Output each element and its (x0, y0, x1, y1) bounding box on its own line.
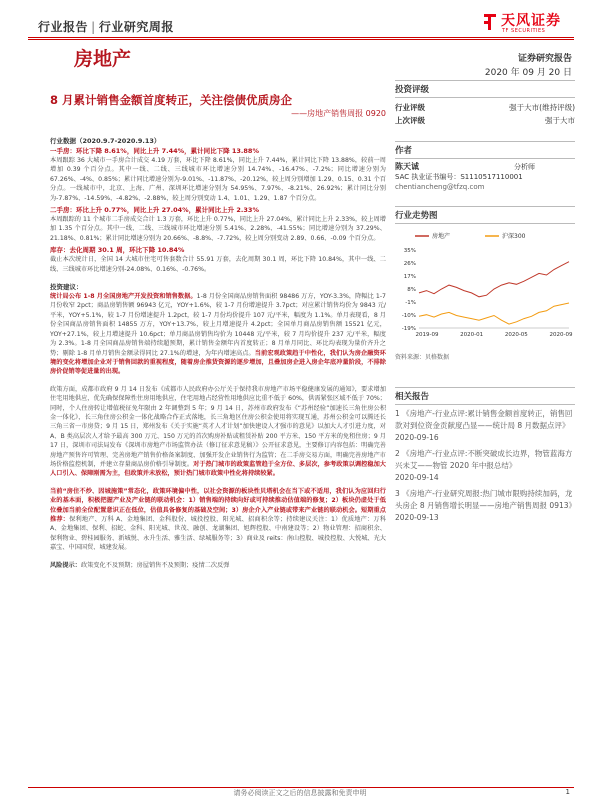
trend-chart-svg (395, 228, 575, 348)
advice-lead: 统计局公布 1-8 月全国房地产开发投资和销售数据。 (50, 293, 197, 301)
x-tick-label: 2020-09 (549, 332, 573, 338)
related-reports-list (395, 408, 575, 524)
y-tick-label: 35% (403, 248, 416, 254)
series-line-房地产 (419, 262, 569, 297)
legend-label: 房地产 (432, 233, 451, 240)
section-heading-inventory: 库存：去化周期 30.1 周，环比下降 10.84% (50, 246, 185, 255)
related-section-title: 相关报告 (395, 387, 575, 405)
sector-title: 房地产 (74, 48, 132, 70)
analyst-email[interactable]: chentiancheng@tfzq.com (395, 183, 485, 191)
section-heading-new-home: 一手房：环比下降 8.61%，同比上升 7.44%，累计同比下降 13.88% (50, 147, 259, 155)
x-tick-label: 2020-01 (460, 332, 484, 338)
analyst-block (395, 162, 575, 192)
y-tick-label: -10% (401, 313, 416, 319)
header-divider-2 (28, 39, 574, 40)
related-report-date: 2020-09-14 (395, 473, 439, 482)
rating-section-title: 投资评级 (395, 80, 575, 98)
analyst-name-row (395, 162, 575, 172)
section-heading-data: 行业数据（2020.9.7-2020.9.13） (50, 137, 161, 145)
logo-mark-icon (482, 12, 498, 32)
prev-rating-label: 上次评级 (395, 116, 425, 125)
page-header (28, 10, 572, 36)
rating-value: 强于大市(维持评级) (509, 103, 575, 112)
y-tick-label: -19% (401, 326, 416, 332)
header-divider (28, 37, 574, 38)
author-section-title: 作者 (395, 141, 575, 159)
related-report-item[interactable] (395, 448, 575, 484)
main-content (50, 92, 386, 572)
policy-body: 政策方面，成都市政府 9 月 14 日发布《成都市人民政府办公厅关于保持我市房地产市场平稳健康发展的通知》，要求增加住宅用地供应，优先确保保障性住房用地供应，住宅用地占经营性用地供应比重不低于 60%，供需紧张区域不低于 70%；同时，个人住房转让增值税征免年限由 2 年调整到 5 年；9 月 14 日，苏州市政府发布《“苏州经验”加速长三角住房公积金一体化》，长三角住房公积金一体化战略合作正式落地，长三角地区住房公积金使用将实现互通，苏州公积金可以腾还长三角三省一市房贷；9 月 15 日，郑州发布《关于实施“英才人才计划”加快建设人才强市的意见》以加大人才引进力度，对 A、B 类高层次人才给予最高 300 万元、150 万元的首次购房补贴或租赁补贴 200 平方米、150 平方米的免租住房；9 月 17 日，深圳市司法局发布《深圳市房地产市场监管办法（修订征求意见稿）》公开征求意见，主要修订内容包括：明确完善房地产预售许可管理、完善房地产销售价格备案制度、加强开发企业销售行为监管；在二手房交易方面，明确完善房地产市场价格监控机制，并建立存量商品房价格引导制度。 (50, 385, 386, 468)
advice-body: 1-8 月份全国商品房销售面积 98486 万方，YOY-3.3%，降幅比 1-7 月份收窄 2pct；商品房销售额 96943 亿元，YOY+1.6%，较 1-7 月份增速提升 3.7pct；对应累计销售均价为 9843 元/平米，YOY+5.1%，较 1-7 月份增速提升 1.2pct，较 1-7 月份均价提升 107 元/平米，幅度为 1.1%。单月表现看，8 月份全国商品房销售面积 14855 万方，YOY+13.7%，较上月增速提升 4.2pct；全国单月商品房销售额 15521 亿元，YOY+27.1%，较上月增速提升 10.6pct；单月商品房销售均价为 10448 元/平米，较 7 月均价提升 237 元/平米，幅度为 2.3%。1-8 月全国商品房销售端持续超预期，累计销售金额年内首度转正；8 月单月同比、环比均表现为量价齐升之势；剔除 1-8 月单月销售金额录得同比 27.1%的增速，为年内增速高点。 (50, 293, 386, 357)
related-report-title[interactable]: 2 《房地产-行业点评:不断突破成长边界，物管蓝海方兴未艾——物管 2020 年中报总结》 (395, 449, 573, 470)
section-heading-advice: 投资建议： (50, 283, 83, 292)
category-separator: | (91, 20, 96, 34)
related-report-title[interactable]: 3 《房地产-行业研究周报:热门城市限购持续加码，龙头房企 8 月销售增长明显——房地产销售周报 0913》 (395, 489, 577, 510)
paragraph-risk (50, 561, 386, 570)
report-title: 8 月累计销售金额首度转正，关注偿债优质房企 (50, 93, 293, 107)
analyst-name: 陈天诚 (395, 162, 419, 171)
related-report-title[interactable]: 1 《房地产-行业点评:累计销售金额首度转正，销售回款对到位资金贡献度凸显——统计局 8 月数据点评》 (395, 409, 573, 430)
footer-disclaimer: 请务必阅读正文之后的信息披露和免责申明 (233, 789, 367, 797)
paragraph-second-hand: 本周跟踪的 11 个城市二手房成交合计 1.3 万套，环比上升 0.77%，同比上升 27.04%，累计同比上升 2.33%，较上周增加 1.35 个百分点。其中一线、二线、三线城市环比增速分别 5.41%、2.28%、-41.55%；同比增速分别为 37.29%、21.18%、0.81%；累计同比增速分别为 20.66%、-8.8%、-7.72%，较上周分别变动 2.89、0.66、-0.09 个百分点。 (50, 216, 386, 242)
category-label: 行业报告 (38, 20, 89, 34)
logo-chinese-text: 天风证券 (501, 13, 561, 29)
analyst-cert: SAC 执业证书编号：S1110517110001 (395, 173, 523, 181)
paragraph-inventory: 截止本次统计日，全国 14 大城市住宅可售套数合计 55.91 万套，去化周期 30.1 周，环比下降 10.84%，其中一线、二线、三线城市环比增速分别-24.08%、0.16%、-0.76%。 (50, 256, 386, 273)
recommendation-body: 保利地产、万科 A、金地集团、金科股份、城投控股、阳光城、招商积余等；持续建议关注：1）优质地产：万科 A、金地集团、保利、招蛇、金科、阳光城、世茂、融创、龙湖集团、旭辉控股、中南建设等；2）物业管理：招商积余、保利物业、碧桂园服务、新城悦、永升生活、雅生活、绿城服务等；3）商业及 reits：南山控股、城投控股、大悦城、光大嘉宝、中国国贸、城建发展。 (50, 516, 387, 552)
subcategory-label: 行业研究周报 (98, 20, 174, 34)
recommendation-lead: 当前“房住不炒、因城施策”常态化，政策环境偏中性，以社会资源的板块性贝塔机会在当下或不适用，我们认为应回归行业的基本面，积极把握产业及产业链的联动机会：1）销售端的持续向好或可持续推动估值端的修复；2）板块仍虚处于低位叠加当前全位配置意识正在低位，估值具备修复的基础及空间；3）房企介入产业链或带来产业链的联动机会。 (50, 487, 386, 514)
report-subtitle: ——房地产销售周报 0920 (291, 109, 386, 118)
x-tick-label: 2020-05 (504, 332, 528, 338)
paragraph-advice (50, 292, 386, 377)
report-category (38, 18, 174, 35)
chart-source: 资料来源：贝格数据 (395, 354, 450, 361)
y-tick-label: -1% (405, 300, 416, 306)
analyst-role: 分析师 (514, 163, 535, 171)
rating-label: 行业评级 (395, 103, 425, 112)
related-report-item[interactable] (395, 408, 575, 444)
related-report-item[interactable] (395, 488, 575, 524)
series-line-沪深300 (419, 303, 569, 324)
x-tick-label: 2019-09 (415, 332, 439, 338)
recommendation-key: 短期重点推荐： (50, 506, 386, 523)
paragraph-recommendation (50, 487, 386, 553)
prev-rating-value: 强于大市 (545, 116, 575, 125)
risk-body: 政策变化不及预期；房屋销售不及预期；疫情二次反弹 (80, 561, 230, 569)
paragraph-policy (50, 385, 386, 479)
tf-securities-logo (482, 10, 568, 38)
report-type: 证券研究报告 (517, 54, 572, 64)
rating-row (395, 101, 575, 114)
report-date: 2020 年 09 月 20 日 (484, 68, 572, 78)
related-report-date: 2020-09-16 (395, 433, 439, 442)
trend-chart (395, 228, 575, 348)
section-heading-second-hand: 二手房：环比上升 0.77%，同比上升 27.04%，累计同比上升 2.33% (50, 206, 259, 215)
policy-conclusion: 对于热门城市的政策监管趋于全方位、多层次，参考政策以调控稳加大人口引入、保障刚需为主，但政策并未放松，预计热门城市政策中性化将持续较紧。 (50, 460, 386, 478)
legend-label: 沪深300 (502, 233, 526, 240)
y-tick-label: 8% (407, 287, 416, 293)
logo-english-text: TF SECURITIES (502, 28, 546, 34)
y-tick-label: 17% (403, 274, 416, 280)
prev-rating-row (395, 114, 575, 127)
risk-heading: 风险提示： (50, 561, 81, 569)
related-report-date: 2020-09-13 (395, 513, 439, 522)
page-number: 1 (565, 788, 570, 796)
advice-conclusion: 当前宏观政策趋于中性化，我们认为房企融资环境的变化将增加企业对于销售回款的重视程度，随着房企推货资源的逐步增加，且叠加房企进入房企年底冲量阶段，不排除房价促销等促进量的出现。 (50, 349, 386, 376)
paragraph-new-home: 本周跟踪 36 大城市一手房合计成交 4.19 万套，环比下降 8.61%，同比上升 7.44%，累计同比下降 13.88%，较前一周增加 0.39 个百分点。其中一线、二线、三线城市环比增速分别 14.74%、-16.47%、-7.2%；同比增速分别为 67.26%、-4%、0.85%；累计同比增速分别为-9.01%、-11.87%、-20.12%，较上周分别增加 1.29、0.15、0.31 个百分点。一线城市中，北京、上海、广州、深圳环比增速分别为 54.95%、7.97%、-8.21%、26.92%；累计同比分别为-7.87%、-14.59%、-4.82%、-2.88%，较上周分别变动 1.4、1.01、1.29、1.87 个百分点。 (50, 157, 386, 202)
sidebar (395, 80, 575, 528)
y-tick-label: 26% (403, 261, 416, 267)
trend-section-title: 行业走势图 (395, 206, 575, 224)
